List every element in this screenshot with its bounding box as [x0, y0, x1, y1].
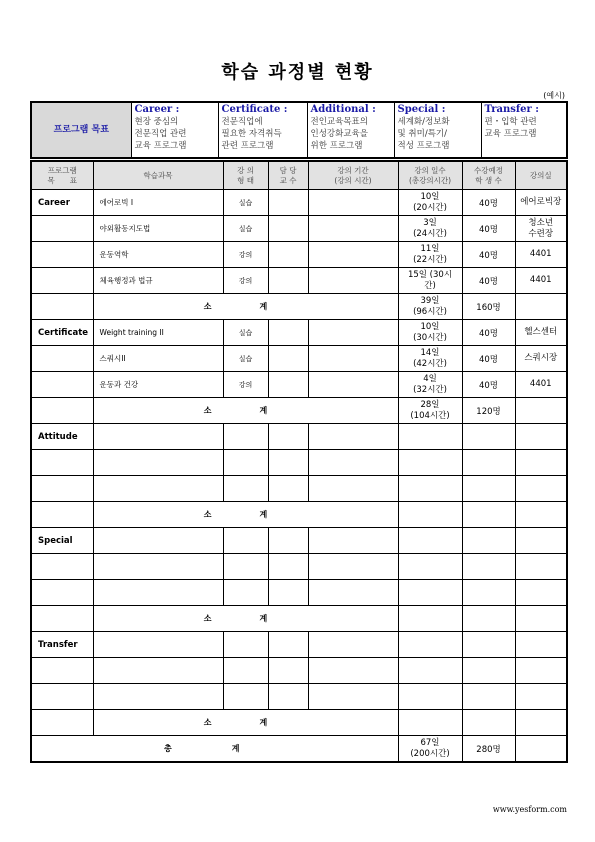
period-cell	[308, 242, 398, 268]
goal-cell: Career	[31, 190, 93, 216]
capacity-cell	[462, 424, 515, 450]
prof-cell	[268, 684, 308, 710]
period-cell	[308, 476, 398, 502]
capacity-cell: 40명	[462, 346, 515, 372]
type-cell	[223, 658, 268, 684]
table-row	[31, 476, 567, 502]
days-cell: 3일 (24시간)	[398, 216, 462, 242]
period-cell	[308, 554, 398, 580]
prof-cell	[268, 268, 308, 294]
goal-cell	[31, 658, 93, 684]
days-cell	[398, 684, 462, 710]
table-row	[31, 346, 567, 372]
period-cell	[308, 268, 398, 294]
capacity-cell: 40명	[462, 320, 515, 346]
col-header-goal: 프로그램 목 표	[31, 161, 93, 190]
days-cell	[398, 580, 462, 606]
capacity-cell: 40명	[462, 372, 515, 398]
prof-cell	[268, 528, 308, 554]
subtotal-capacity	[462, 710, 515, 736]
days-cell	[398, 424, 462, 450]
type-cell	[223, 450, 268, 476]
subtotal-goal-cell	[31, 398, 93, 424]
subtotal-goal-cell	[31, 710, 93, 736]
days-cell	[398, 658, 462, 684]
course-cell	[93, 554, 223, 580]
period-cell	[308, 658, 398, 684]
footer-url: www.yesform.com	[492, 805, 567, 814]
goal-cell	[31, 450, 93, 476]
table-row	[31, 242, 567, 268]
goal-additional: Additional : 전인교육목표의 인성강화교육을 위한 프로그램	[307, 102, 394, 158]
prof-cell	[268, 554, 308, 580]
subtotal-row	[31, 606, 567, 632]
prof-cell	[268, 372, 308, 398]
days-cell	[398, 450, 462, 476]
capacity-cell	[462, 528, 515, 554]
col-header-period: 강의 기간 (강의 시간)	[308, 161, 398, 190]
type-cell	[223, 554, 268, 580]
col-header-type: 강 의 형 태	[223, 161, 268, 190]
prof-cell	[268, 216, 308, 242]
days-cell: 11일 (22시간)	[398, 242, 462, 268]
table-row	[31, 580, 567, 606]
type-cell: 실습	[223, 320, 268, 346]
type-cell	[223, 424, 268, 450]
subtotal-goal-cell	[31, 606, 93, 632]
course-cell	[93, 580, 223, 606]
table-row	[31, 320, 567, 346]
total-label: 총 계	[31, 736, 398, 763]
days-cell	[398, 554, 462, 580]
capacity-cell	[462, 684, 515, 710]
total-days: 67일 (200시간)	[398, 736, 462, 763]
room-cell	[515, 424, 567, 450]
subtotal-label: 소 계	[93, 502, 398, 528]
room-cell	[515, 554, 567, 580]
course-cell	[93, 632, 223, 658]
subtotal-row	[31, 398, 567, 424]
course-cell	[93, 528, 223, 554]
page-title: 학습 과정별 현황	[221, 62, 374, 83]
period-cell	[308, 190, 398, 216]
course-cell: 운동역학	[93, 242, 223, 268]
room-cell	[515, 684, 567, 710]
example-label: (예시)	[543, 91, 565, 100]
course-cell: 야외활동지도법	[93, 216, 223, 242]
subtotal-room	[515, 502, 567, 528]
subtotal-capacity	[462, 502, 515, 528]
room-cell	[515, 632, 567, 658]
subtotal-label: 소 계	[93, 710, 398, 736]
room-cell	[515, 580, 567, 606]
table-row	[31, 528, 567, 554]
prof-cell	[268, 190, 308, 216]
type-cell: 실습	[223, 216, 268, 242]
subtotal-room	[515, 294, 567, 320]
room-cell	[515, 658, 567, 684]
goal-cell: Attitude	[31, 424, 93, 450]
subtotal-label: 소 계	[93, 294, 398, 320]
table-row	[31, 372, 567, 398]
period-cell	[308, 528, 398, 554]
type-cell: 강의	[223, 242, 268, 268]
course-cell: 체육행정과 법규	[93, 268, 223, 294]
subtotal-days	[398, 606, 462, 632]
course-cell: Weight training II	[93, 320, 223, 346]
capacity-cell	[462, 658, 515, 684]
type-cell: 실습	[223, 190, 268, 216]
course-cell	[93, 476, 223, 502]
capacity-cell: 40명	[462, 216, 515, 242]
table-row	[31, 216, 567, 242]
course-cell: 운동과 건강	[93, 372, 223, 398]
goal-cell	[31, 684, 93, 710]
prof-cell	[268, 242, 308, 268]
period-cell	[308, 450, 398, 476]
table-row	[31, 190, 567, 216]
period-cell	[308, 424, 398, 450]
goal-cell	[31, 268, 93, 294]
total-room	[515, 736, 567, 763]
days-cell: 4일 (32시간)	[398, 372, 462, 398]
goal-cell	[31, 346, 93, 372]
room-cell: 스쿼시장	[515, 346, 567, 372]
program-goals-table	[30, 101, 568, 159]
type-cell: 강의	[223, 372, 268, 398]
table-row	[31, 684, 567, 710]
period-cell	[308, 580, 398, 606]
goal-cell	[31, 580, 93, 606]
col-header-days: 강의 일수 (총강의시간)	[398, 161, 462, 190]
subtotal-days: 39일 (96시간)	[398, 294, 462, 320]
subtotal-room	[515, 710, 567, 736]
subtotal-row	[31, 710, 567, 736]
type-cell: 강의	[223, 268, 268, 294]
type-cell	[223, 580, 268, 606]
room-cell	[515, 476, 567, 502]
capacity-cell: 40명	[462, 242, 515, 268]
subtotal-days	[398, 710, 462, 736]
room-cell	[515, 528, 567, 554]
capacity-cell	[462, 632, 515, 658]
table-row	[31, 424, 567, 450]
period-cell	[308, 216, 398, 242]
days-cell	[398, 632, 462, 658]
goal-cell	[31, 242, 93, 268]
table-row	[31, 450, 567, 476]
days-cell	[398, 476, 462, 502]
prof-cell	[268, 346, 308, 372]
prof-cell	[268, 658, 308, 684]
type-cell	[223, 476, 268, 502]
course-cell	[93, 684, 223, 710]
type-cell	[223, 528, 268, 554]
goal-cell	[31, 476, 93, 502]
prof-cell	[268, 320, 308, 346]
subtotal-row	[31, 502, 567, 528]
subtotal-days: 28일 (104시간)	[398, 398, 462, 424]
goal-cell: Special	[31, 528, 93, 554]
subtotal-days	[398, 502, 462, 528]
period-cell	[308, 684, 398, 710]
col-header-room: 강의실	[515, 161, 567, 190]
capacity-cell	[462, 580, 515, 606]
course-cell: 에어로빅 I	[93, 190, 223, 216]
total-capacity: 280명	[462, 736, 515, 763]
goal-career: Career : 현장 중심의 전문직업 관련 교육 프로그램	[131, 102, 218, 158]
table-row	[31, 658, 567, 684]
days-cell: 15일 (30시 간)	[398, 268, 462, 294]
col-header-capacity: 수강예정 학 생 수	[462, 161, 515, 190]
goal-cell	[31, 372, 93, 398]
type-cell	[223, 684, 268, 710]
table-row	[31, 632, 567, 658]
subtotal-row	[31, 294, 567, 320]
capacity-cell: 40명	[462, 190, 515, 216]
table-header-row	[31, 161, 567, 190]
subtotal-label: 소 계	[93, 606, 398, 632]
room-cell: 4401	[515, 372, 567, 398]
period-cell	[308, 320, 398, 346]
table-row	[31, 554, 567, 580]
prof-cell	[268, 632, 308, 658]
period-cell	[308, 346, 398, 372]
col-header-course: 학습과목	[93, 161, 223, 190]
prof-cell	[268, 476, 308, 502]
prof-cell	[268, 424, 308, 450]
capacity-cell	[462, 476, 515, 502]
goal-cell	[31, 216, 93, 242]
room-cell: 청소년 수련장	[515, 216, 567, 242]
period-cell	[308, 372, 398, 398]
goal-cell	[31, 554, 93, 580]
prof-cell	[268, 450, 308, 476]
total-row	[31, 736, 567, 763]
days-cell: 10일 (30시간)	[398, 320, 462, 346]
capacity-cell	[462, 450, 515, 476]
room-cell: 4401	[515, 268, 567, 294]
table-row	[31, 268, 567, 294]
days-cell	[398, 528, 462, 554]
goal-special: Special : 세계화/정보화 및 취미/특기/ 적성 프로그램	[394, 102, 481, 158]
course-cell	[93, 658, 223, 684]
type-cell: 실습	[223, 346, 268, 372]
course-cell	[93, 450, 223, 476]
goal-certificate: Certificate : 전문직업에 필요한 자격취득 관련 프로그램	[218, 102, 307, 158]
goal-transfer: Transfer : 편・입학 관련 교육 프로그램	[481, 102, 567, 158]
col-header-prof: 담 당 교 수	[268, 161, 308, 190]
subtotal-room	[515, 606, 567, 632]
subtotal-capacity: 120명	[462, 398, 515, 424]
capacity-cell	[462, 554, 515, 580]
subtotal-goal-cell	[31, 502, 93, 528]
course-status-table	[30, 160, 568, 763]
period-cell	[308, 632, 398, 658]
capacity-cell: 40명	[462, 268, 515, 294]
subtotal-goal-cell	[31, 294, 93, 320]
course-cell: 스쿼시II	[93, 346, 223, 372]
prof-cell	[268, 580, 308, 606]
subtotal-room	[515, 398, 567, 424]
days-cell: 14일 (42시간)	[398, 346, 462, 372]
goal-cell: Transfer	[31, 632, 93, 658]
type-cell	[223, 632, 268, 658]
subtotal-label: 소 계	[93, 398, 398, 424]
program-goals-label: 프로그램 목표	[31, 102, 131, 158]
subtotal-capacity: 160명	[462, 294, 515, 320]
room-cell: 에어로빅장	[515, 190, 567, 216]
room-cell: 4401	[515, 242, 567, 268]
course-cell	[93, 424, 223, 450]
goal-cell: Certificate	[31, 320, 93, 346]
subtotal-capacity	[462, 606, 515, 632]
room-cell: 헬스센터	[515, 320, 567, 346]
room-cell	[515, 450, 567, 476]
days-cell: 10일 (20시간)	[398, 190, 462, 216]
